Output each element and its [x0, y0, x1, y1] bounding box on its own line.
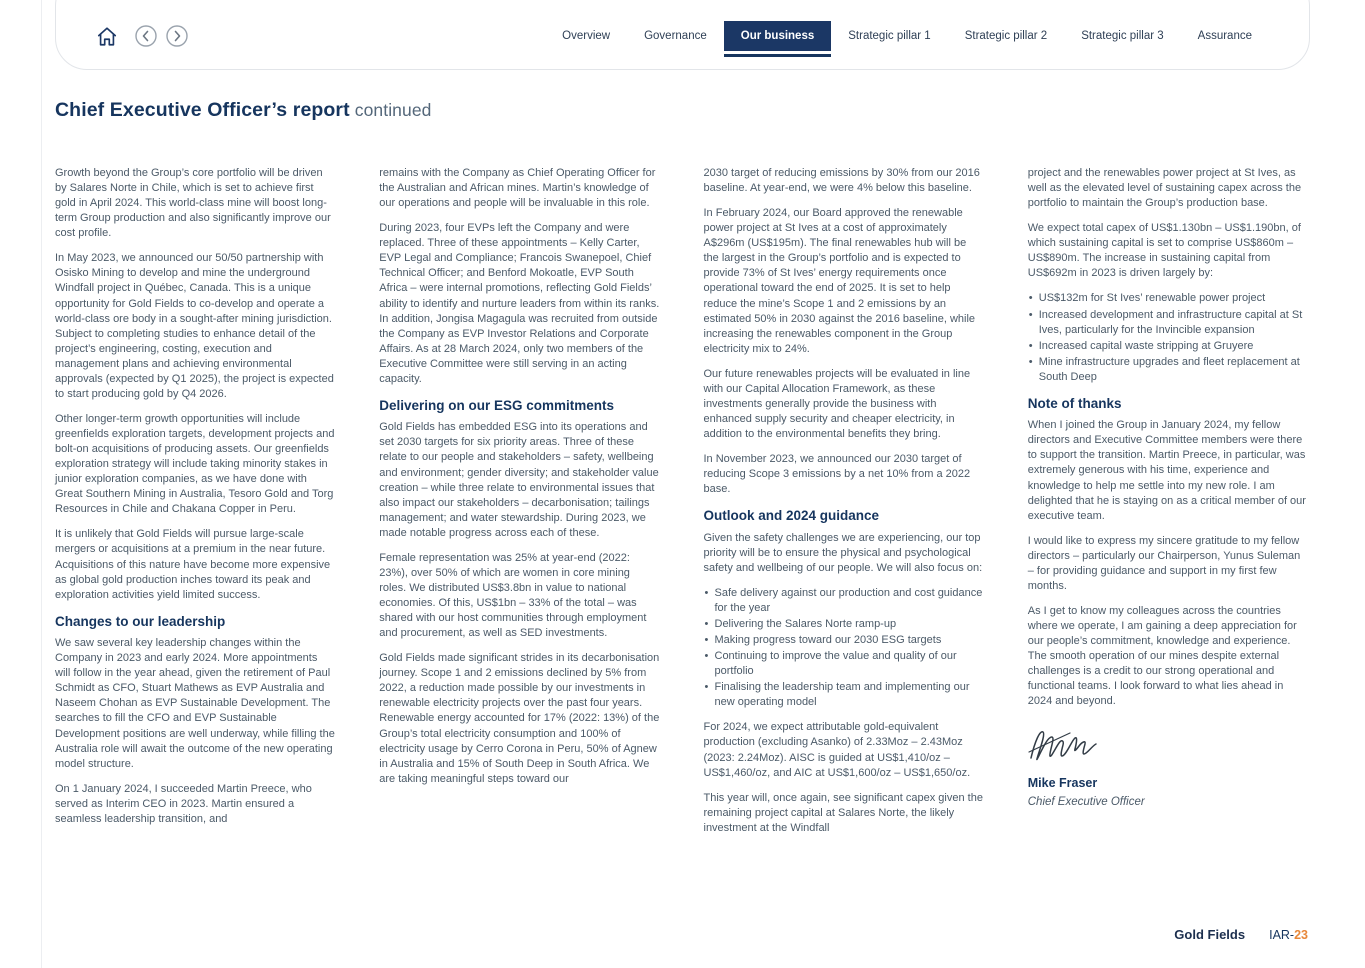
page-reference	[1269, 928, 1308, 942]
columns	[55, 166, 1308, 846]
bullet-item: • Making progress toward our 2030 ESG targets	[704, 633, 984, 648]
bullet-item: • Finalising the leadership team and implementing our new operating model	[704, 680, 984, 710]
bullet-item: • Increased development and infrastructure capital at St Ives, particularly for the Invincible expansion	[1028, 308, 1308, 338]
left-page-rule	[41, 0, 42, 968]
text-column-2	[379, 166, 659, 846]
signatory-role: Chief Executive Officer	[1027, 795, 1145, 808]
brand-name: Gold Fields	[1174, 927, 1246, 942]
tab-overview[interactable]: Overview	[562, 30, 611, 42]
paragraph: Gold Fields has embedded ESG into its operations and set 2030 targets for six priority areas. Three of these relate to our people and stakeholders – safety, wellbeing and environment; gender diversity; and stakeholder value creation – while three relate to environmental issues that also impact our stakeholders – decarbonisation; tailings management; and water stewardship. During 2023, we made notable progress across each of these.	[379, 421, 659, 539]
section-heading: Note of thanks	[1027, 395, 1122, 411]
text-column-3	[704, 166, 984, 846]
section-heading: Changes to our leadership	[55, 613, 226, 629]
text-column-1	[55, 166, 335, 846]
paragraph: We saw several key leadership changes within the Company in 2023 and early 2024. More appointments will follow in the year ahead, given the retirement of Paul Schmidt as CFO, Stuart Mathews as EVP Australia and Naseem Chohan as EVP Sustainable Development. The searches to fill the CFO and EVP Sustainable Development positions are well underway, while filling the Australia role will await the outcome of the new operating model structure.	[55, 637, 335, 770]
bullet-item: • Delivering the Salares Norte ramp-up	[704, 617, 984, 632]
paragraph: Growth beyond the Group’s core portfolio will be driven by Salares Norte in Chile, which is set to achieve first gold in April 2024. This world-class mine will boost long-term Group production and also significantly improve our cost profile.	[55, 167, 331, 240]
paragraph: When I joined the Group in January 2024, my fellow directors and Executive Committee members were there to support the transition. Martin Preece, in particular, was extremely generous with his time, experience and knowledge to help me settle into my new role. I am delighted that he is staying on as a critical member of our executive team.	[1027, 419, 1306, 522]
paragraph: As I get to know my colleagues across the countries where we operate, I am gaining a deep appreciation for our people’s commitment, knowledge and experience. The smooth operation of our mines despite external challenges is a credit to our strong operational and functional teams. I look forward to what lies ahead in 2024 and beyond.	[1027, 604, 1297, 708]
section-heading: Outlook and 2024 guidance	[703, 508, 880, 524]
paragraph: project and the renewables power project at St Ives, as well as the elevated level of sustaining capex across the portfolio to maintain the Group’s production base.	[1027, 167, 1302, 210]
paragraph: Gold Fields made significant strides in its decarbonisation journey. Scope 1 and 2 emissions declined by 5% from 2022, a reduction made possible by our investments in renewable electricity projects over the past four years. Renewable energy accounted for 17% (2022: 13%) of the Group’s total electricity consumption and 100% of electricity usage by Cerro Corona in Peru, 50% of Agnew in Australia and 15% of South Deep in South Africa. We are taking meaningful steps toward our	[379, 652, 660, 785]
tab-assurance[interactable]: Assurance	[1197, 30, 1252, 42]
doc-code: IAR-	[1269, 928, 1295, 942]
tab-strategic-pillar-1[interactable]: Strategic pillar 1	[848, 30, 931, 42]
paragraph: It is unlikely that Gold Fields will pursue large-scale mergers or acquisitions at a premium in the near future. Acquisitions of this nature have become more expensive as global gold production inches toward its peak and exploration activities yield limited success.	[55, 528, 331, 601]
page-title-main: Chief Executive Officer’s report	[55, 99, 350, 121]
paragraph: I would like to express my sincere gratitude to my fellow directors – particularly our Chairperson, Yunus Suleman – for providing guidance and support in my first few months.	[1027, 534, 1301, 592]
page-header	[55, 99, 432, 122]
bullet-item: • Increased capital waste stripping at Gruyere	[1028, 339, 1308, 354]
bullet-list	[704, 586, 984, 711]
forward-button[interactable]	[166, 25, 188, 47]
nav-tabs	[545, 21, 1269, 51]
bullet-item: • US$132m for St Ives’ renewable power project	[1028, 291, 1308, 306]
back-button[interactable]	[135, 25, 157, 47]
tab-governance[interactable]: Governance	[644, 30, 707, 42]
tab-our-business[interactable]: Our business	[724, 21, 832, 51]
paragraph: In February 2024, our Board approved the renewable power project at St Ives at a cost of approximately A$296m (US$195m). The final renewables hub will be the largest in the Group’s portfolio and is expected to provide 73% of St Ives’ energy requirements once operational toward the end of 2025. It is set to help reduce the mine’s Scope 1 and 2 emissions by an estimated 50% in 2030 against the 2016 baseline, while increasing the renewables component in the Group electricity mix to 24%.	[703, 207, 976, 355]
bullet-item: • Safe delivery against our production and cost guidance for the year	[704, 586, 984, 616]
signatory-name: Mike Fraser	[1027, 776, 1098, 791]
paragraph: We expect total capex of US$1.130bn – US$1.190bn, of which sustaining capital is set to comprise US$860m – US$890m. The increase in sustaining capital from US$692m in 2023 is driven largely by:	[1027, 222, 1301, 280]
page-title-suffix: continued	[354, 100, 432, 120]
bullet-list	[1028, 291, 1308, 384]
section-heading: Delivering on our ESG commitments	[379, 397, 615, 413]
signature-block	[1028, 725, 1308, 810]
page-footer	[1174, 927, 1308, 942]
bullet-item: • Mine infrastructure upgrades and fleet replacement at South Deep	[1028, 355, 1308, 385]
bullet-item: • Continuing to improve the value and quality of our portfolio	[704, 649, 984, 679]
paragraph: During 2023, four EVPs left the Company and were replaced. Three of these appointments – Kelly Carter, EVP Legal and Compliance; Francois Swanepoel, Chief Technical Officer; and Benford Mokoatle, EVP South Africa – were internal promotions, reflecting Gold Fields’ ability to identify and nurture leaders from within its ranks. In addition, Jongisa Magagula was recruited from outside the Company as EVP Investor Relations and Corporate Affairs. As at 28 March 2024, only two members of the Executive Committee were still serving in an acting capacity.	[379, 222, 660, 385]
paragraph: For 2024, we expect attributable gold-equivalent production (excluding Asanko) of 2.33Moz – 2.43Moz (2023: 2.24Moz). AISC is guided at US$1,410/oz – US$1,460/oz, and AIC at US$1,600/oz – US$1,650/oz.	[703, 721, 971, 779]
tab-strategic-pillar-2[interactable]: Strategic pillar 2	[964, 30, 1048, 42]
paragraph: In November 2023, we announced our 2030 target of reducing Scope 3 emissions by a net 10% from a 2022 base.	[703, 453, 971, 496]
paragraph: Our future renewables projects will be evaluated in line with our Capital Allocation Framework, as these investments generally provide the business with enhanced supply security and cheaper electricity, in addition to the environmental benefits they bring.	[703, 367, 971, 440]
paragraph: On 1 January 2024, I succeeded Martin Preece, who served as Interim CEO in 2023. Martin ensured a seamless leadership transition, and	[55, 782, 312, 825]
paragraph: remains with the Company as Chief Operating Officer for the Australian and African mines. Martin’s knowledge of our operations and people will be invaluable in this role.	[379, 167, 656, 210]
page-title	[55, 99, 432, 122]
text-column-4	[1028, 166, 1308, 846]
home-icon[interactable]	[96, 26, 118, 47]
paragraph: Given the safety challenges we are experiencing, our top priority will be to ensure the physical and psychological safety and wellbeing of our people. We will also focus on:	[703, 531, 983, 574]
paragraph: This year will, once again, see significant capex given the remaining project capital at Salares Norte, the likely investment at the Windfall	[703, 791, 983, 834]
paragraph: 2030 target of reducing emissions by 30% from our 2016 baseline. At year-end, we were 4% below this baseline.	[703, 167, 980, 195]
paragraph: Other longer-term growth opportunities will include greenfields exploration targets, development projects and bolt-on acquisitions of producing assets. Our greenfields exploration strategy will include taking minority stakes in junior exploration companies, as we have done with Great Southern Mining in Australia, Tesoro Gold and Torg Resources in Chile and Chakana Copper in Peru.	[55, 412, 335, 516]
paragraph: Female representation was 25% at year-end (2022: 23%), over 50% of which are women in core mining roles. We distributed US$3.8bn in value to national economies. Of this, US$1bn – 33% of the total – was shared with our host communities through employment and procurement, as well as SED investments.	[379, 551, 647, 640]
signature-image	[1026, 725, 1108, 767]
top-navigation	[55, 0, 1310, 70]
paragraph: In May 2023, we announced our 50/50 partnership with Osisko Mining to develop and mine the underground Windfall project in Québec, Canada. This is a unique opportunity for Gold Fields to co-develop and operate a world-class ore body in a sought-after mining jurisdiction. Subject to completing studies to enhance detail of the project’s engineering, costing, execution and management plans and achieving environmental approvals (expected by Q1 2025), the project is expected to start producing gold by Q4 2026.	[55, 252, 334, 400]
tab-strategic-pillar-3[interactable]: Strategic pillar 3	[1081, 30, 1164, 42]
page-number: 23	[1294, 928, 1308, 942]
